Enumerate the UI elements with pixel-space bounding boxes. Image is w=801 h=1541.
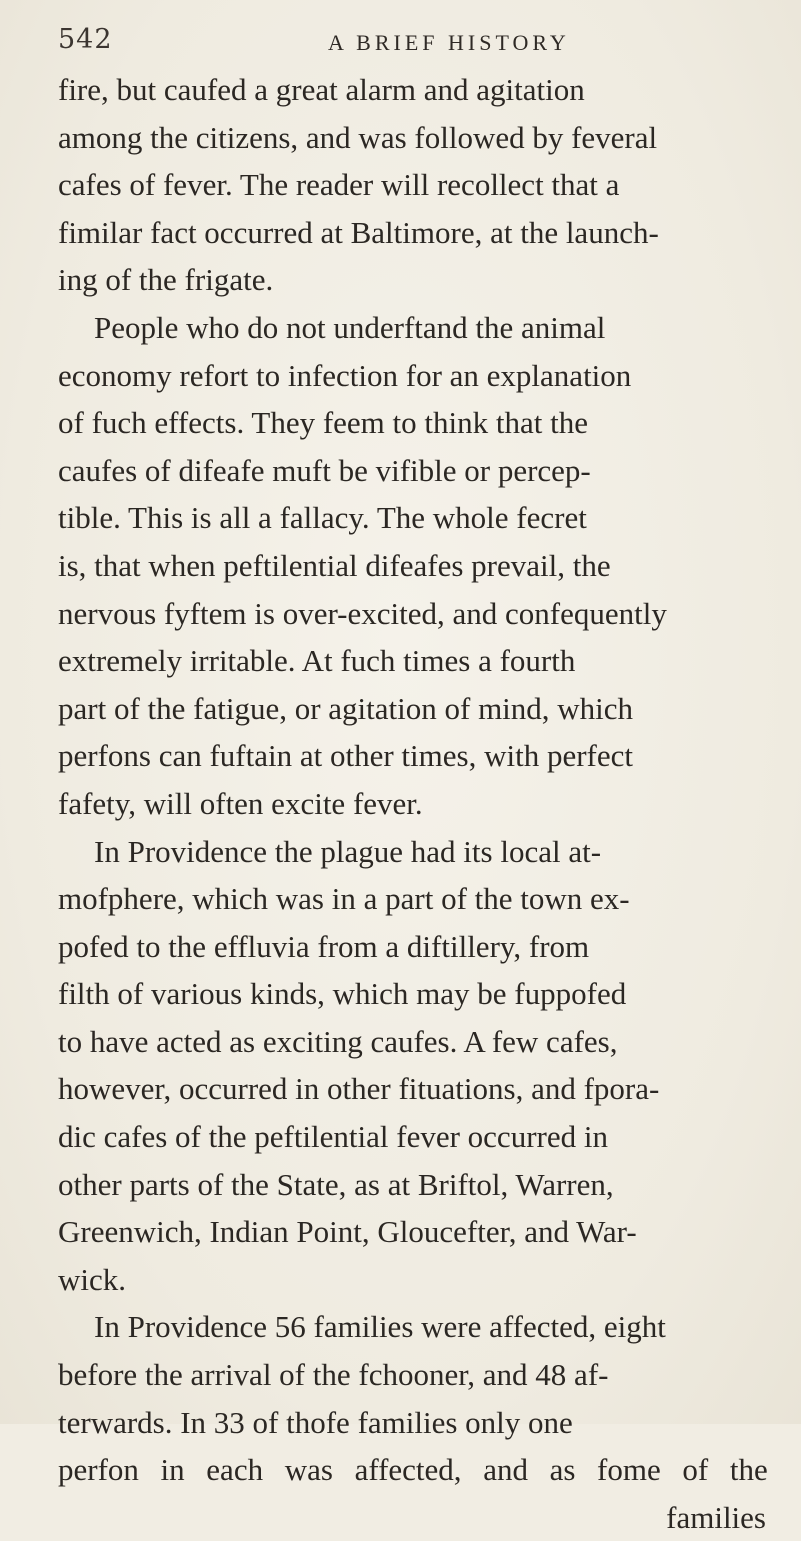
text-line: In Providence 56 families were affected, eight [94,1309,666,1345]
paragraph-1 [58,66,768,304]
text-line: terwards. In 33 of thofe families only one [58,1404,573,1440]
text-line: mofphere, which was in a part of the town ex- [58,881,630,917]
text-line: of fuch effects. They feem to think that the [58,405,588,441]
text-line: perfon in each was affected, and as fome of the [58,1452,768,1488]
paragraph-4 [58,1303,768,1541]
paragraph-2 [58,304,768,828]
running-head: A BRIEF HISTORY [328,30,570,55]
text-line: pofed to the effluvia from a diftillery, from [58,928,590,964]
catchword: families [666,1499,766,1535]
body-text [58,66,768,1541]
text-line: economy refort to infection for an explanation [58,357,632,393]
text-line: cafes of fever. The reader will recollect that a [58,167,620,203]
text-line: nervous fyftem is over-excited, and confequently [58,595,667,631]
text-line: People who do not underftand the animal [94,309,606,345]
text-line: before the arrival of the fchooner, and 48 af- [58,1357,609,1393]
text-line: other parts of the State, as at Briftol, Warren, [58,1166,614,1202]
text-line: is, that when peftilential difeafes prevail, the [58,547,611,583]
page-header [58,22,778,62]
text-line: however, occurred in other fituations, and fpora- [58,1071,660,1107]
page-number: 542 [58,24,113,55]
text-line: ing of the frigate. [58,262,274,298]
text-line: extremely irritable. At fuch times a fourth [58,643,576,679]
text-line: part of the fatigue, or agitation of mind, which [58,690,634,726]
text-line: Greenwich, Indian Point, Gloucefter, and War- [58,1214,637,1250]
text-line: perfons can fuftain at other times, with perfect [58,738,633,774]
text-line: fafety, will often excite fever. [58,785,423,821]
paragraph-3 [58,828,768,1304]
text-line: among the citizens, and was followed by feveral [58,119,658,155]
text-line: filth of various kinds, which may be fuppofed [58,976,627,1012]
text-line: caufes of difeafe muft be vifible or percep- [58,452,591,488]
text-line: In Providence the plague had its local at- [94,833,602,869]
text-line: dic cafes of the peftilential fever occurred in [58,1119,608,1155]
text-line: fire, but caufed a great alarm and agitation [58,72,585,107]
text-line: wick. [58,1261,127,1297]
text-line: to have acted as exciting caufes. A few cafes, [58,1023,618,1059]
text-line: fimilar fact occurred at Baltimore, at the launch- [58,214,659,250]
text-line: tible. This is all a fallacy. The whole fecret [58,500,587,536]
